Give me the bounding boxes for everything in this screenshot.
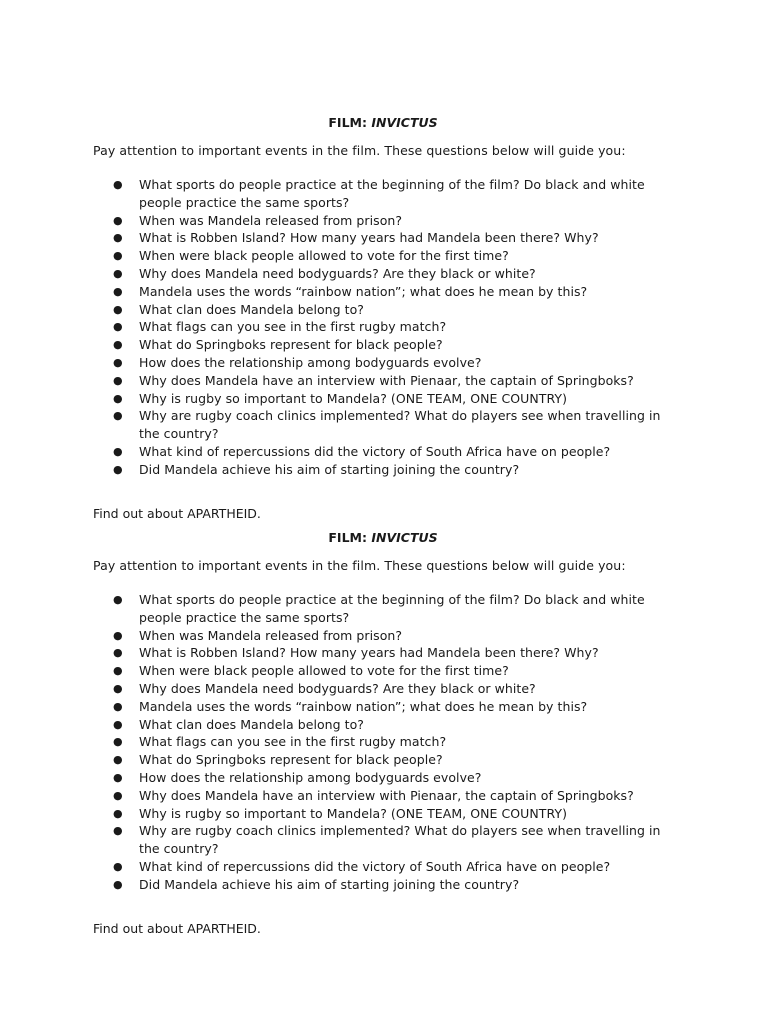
bullet-icon: ● xyxy=(113,717,123,731)
worksheet-section-1 xyxy=(93,114,673,523)
question-text: Why is rugby so important to Mandela? (ONE TEAM, ONE COUNTRY) xyxy=(139,805,567,821)
question-text: Why are rugby coach clinics implemented? What do players see when travelling in the country? xyxy=(139,408,661,442)
title-prefix: FILM: xyxy=(328,530,372,545)
question-text: What flags can you see in the first rugby match? xyxy=(139,734,447,750)
bullet-icon: ● xyxy=(113,681,123,695)
intro-text: Pay attention to important events in the film. These questions below will guide you: xyxy=(93,143,626,158)
question-item xyxy=(93,336,673,354)
question-item xyxy=(93,443,673,461)
question-item xyxy=(93,176,673,212)
question-item xyxy=(93,644,673,662)
bullet-icon: ● xyxy=(113,373,123,387)
question-text: When were black people allowed to vote for the first time? xyxy=(139,663,509,679)
question-text: Did Mandela achieve his aim of starting joining the country? xyxy=(139,876,520,892)
question-text: Why are rugby coach clinics implemented? What do players see when travelling in the country? xyxy=(139,823,661,857)
bullet-icon: ● xyxy=(113,462,123,476)
question-item xyxy=(93,751,673,769)
question-text: How does the relationship among bodyguards evolve? xyxy=(139,354,482,370)
bullet-icon: ● xyxy=(113,824,123,838)
question-text: Why does Mandela need bodyguards? Are they black or white? xyxy=(139,265,536,281)
bullet-icon: ● xyxy=(113,628,123,642)
bullet-icon: ● xyxy=(113,593,123,606)
question-item xyxy=(93,591,673,627)
bullet-icon: ● xyxy=(113,646,123,660)
bullet-icon: ● xyxy=(113,320,123,334)
question-item xyxy=(93,390,673,408)
question-item xyxy=(93,265,673,283)
bullet-icon: ● xyxy=(113,355,123,369)
question-text: What is Robben Island? How many years had Mandela been there? Why? xyxy=(139,230,599,246)
question-text: What do Springboks represent for black people? xyxy=(139,337,443,353)
question-item xyxy=(93,318,673,336)
question-text: How does the relationship among bodyguards evolve? xyxy=(139,769,482,785)
bullet-icon: ● xyxy=(113,178,123,191)
question-item xyxy=(93,301,673,319)
bullet-icon: ● xyxy=(113,664,123,678)
question-text: What kind of repercussions did the victory of South Africa have on people? xyxy=(139,858,611,874)
question-item xyxy=(93,716,673,734)
bullet-icon: ● xyxy=(113,877,123,891)
question-item xyxy=(93,822,673,858)
bullet-icon: ● xyxy=(113,249,123,263)
bullet-icon: ● xyxy=(113,859,123,873)
question-item xyxy=(93,769,673,787)
title-prefix: FILM: xyxy=(328,115,372,130)
bullet-icon: ● xyxy=(113,806,123,820)
question-item xyxy=(93,733,673,751)
section-title xyxy=(93,529,673,547)
question-text: Why does Mandela have an interview with Pienaar, the captain of Springboks? xyxy=(139,787,634,803)
question-item xyxy=(93,876,673,894)
question-item xyxy=(93,247,673,265)
worksheet-section-2 xyxy=(93,529,673,938)
question-text: What clan does Mandela belong to? xyxy=(139,301,364,317)
question-text: When was Mandela released from prison? xyxy=(139,212,403,228)
bullet-icon: ● xyxy=(113,284,123,298)
question-list xyxy=(93,176,673,479)
question-text: What sports do people practice at the beginning of the film? Do black and white people practice the same sports? xyxy=(139,177,645,210)
bullet-icon: ● xyxy=(113,735,123,749)
question-text: What clan does Mandela belong to? xyxy=(139,716,364,732)
section-title xyxy=(93,114,673,132)
question-list xyxy=(93,591,673,894)
question-text: Why is rugby so important to Mandela? (ONE TEAM, ONE COUNTRY) xyxy=(139,390,567,406)
bullet-icon: ● xyxy=(113,444,123,458)
bullet-icon: ● xyxy=(113,770,123,784)
bullet-icon: ● xyxy=(113,231,123,245)
question-item xyxy=(93,698,673,716)
title-film-name: INVICTUS xyxy=(371,115,438,130)
footer-note: Find out about APARTHEID. xyxy=(93,505,261,521)
bullet-icon: ● xyxy=(113,302,123,316)
question-item xyxy=(93,461,673,479)
question-text: When were black people allowed to vote for the first time? xyxy=(139,248,509,264)
question-text: What kind of repercussions did the victory of South Africa have on people? xyxy=(139,443,611,459)
question-text: Why does Mandela have an interview with Pienaar, the captain of Springboks? xyxy=(139,372,634,388)
question-text: Did Mandela achieve his aim of starting joining the country? xyxy=(139,461,520,477)
question-item xyxy=(93,283,673,301)
intro-text: Pay attention to important events in the film. These questions below will guide you: xyxy=(93,558,626,573)
question-text: When was Mandela released from prison? xyxy=(139,627,403,643)
bullet-icon: ● xyxy=(113,788,123,802)
footer-note: Find out about APARTHEID. xyxy=(93,920,261,936)
bullet-icon: ● xyxy=(113,699,123,713)
question-text: What do Springboks represent for black people? xyxy=(139,752,443,768)
bullet-icon: ● xyxy=(113,409,123,423)
bullet-icon: ● xyxy=(113,213,123,227)
question-item xyxy=(93,680,673,698)
question-item xyxy=(93,354,673,372)
question-item xyxy=(93,805,673,823)
question-item xyxy=(93,858,673,876)
question-item xyxy=(93,229,673,247)
question-item xyxy=(93,787,673,805)
question-text: What sports do people practice at the beginning of the film? Do black and white people practice the same sports? xyxy=(139,592,645,625)
question-item xyxy=(93,662,673,680)
bullet-icon: ● xyxy=(113,391,123,405)
question-item xyxy=(93,372,673,390)
question-item xyxy=(93,212,673,230)
bullet-icon: ● xyxy=(113,753,123,767)
question-item xyxy=(93,627,673,645)
bullet-icon: ● xyxy=(113,338,123,352)
question-item xyxy=(93,407,673,443)
bullet-icon: ● xyxy=(113,266,123,280)
question-text: Mandela uses the words “rainbow nation”; what does he mean by this? xyxy=(139,698,588,714)
question-text: What is Robben Island? How many years had Mandela been there? Why? xyxy=(139,645,599,661)
title-film-name: INVICTUS xyxy=(371,530,438,545)
question-text: What flags can you see in the first rugby match? xyxy=(139,319,447,335)
question-text: Mandela uses the words “rainbow nation”; what does he mean by this? xyxy=(139,283,588,299)
question-text: Why does Mandela need bodyguards? Are they black or white? xyxy=(139,680,536,696)
